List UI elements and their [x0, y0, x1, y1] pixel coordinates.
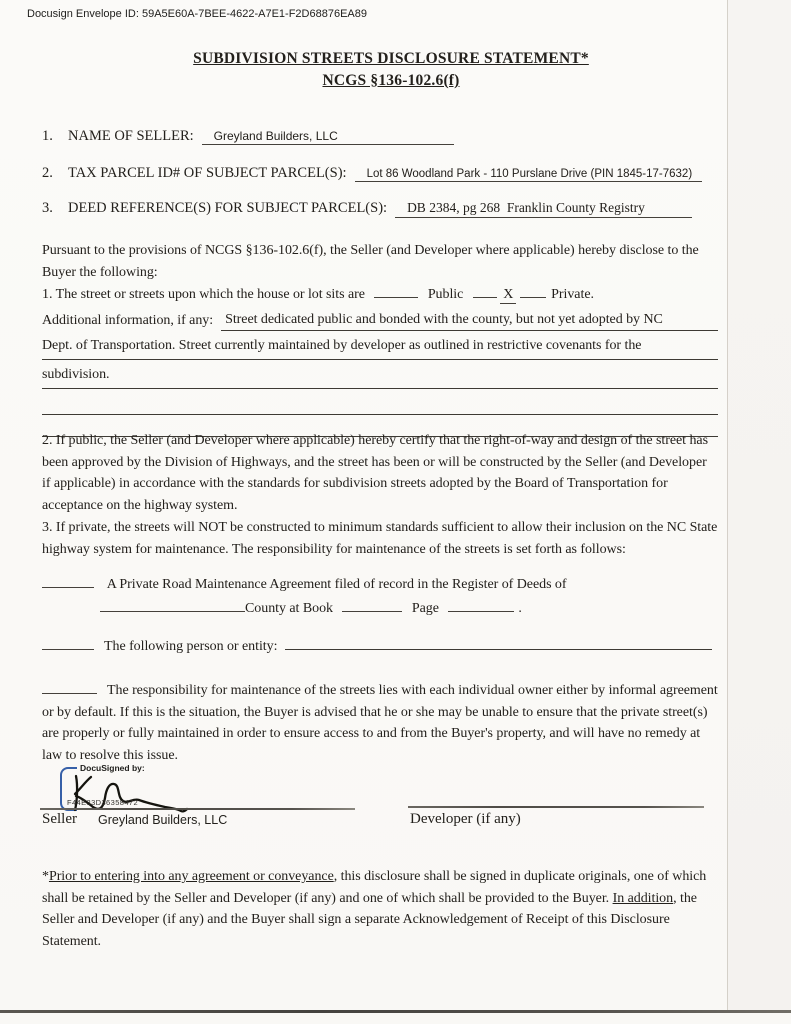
period: . — [518, 600, 522, 616]
additional-info-block — [42, 303, 718, 437]
title-line-1: SUBDIVISION STREETS DISCLOSURE STATEMENT* — [193, 50, 589, 67]
footnote-text-1: , this disclosure shall be signed in duplicate originals, one of which shall be retained by the Seller and Developer (if any) and one of which shall be provided to the Buyer. — [42, 869, 707, 906]
option-check-blank — [42, 636, 94, 650]
option-check-blank — [42, 574, 94, 588]
footnote-paragraph — [42, 866, 718, 952]
docusign-envelope-id: Docusign Envelope ID: 59A5E60A-7BEE-4622-A7E1-F2D68876EA89 — [27, 8, 367, 20]
private-x-mark: X — [500, 287, 516, 304]
field-value-deed-reference: DB 2384, pg 268 Franklin County Registry — [395, 200, 692, 218]
developer-label: Developer (if any) — [410, 811, 521, 827]
public-label: Public — [427, 287, 464, 302]
seller-signature-scribble — [66, 772, 191, 819]
docusign-signature-id: F44E33D36358472 — [67, 798, 139, 807]
option-c-text: The responsibility for maintenance of the streets lies with each individual owner either by informal agreement or by default. If this is the situation, the Buyer is advised that he or she may be unable to ensure that the private street(s) are properly or fully maintained in order to ensure access to and from the Buyer's property, and will have no remedy at law to resolve this issue. — [42, 683, 718, 763]
public-answer-blank — [374, 284, 418, 298]
field-number: 3. — [42, 200, 53, 216]
option-road-maintenance-agreement — [42, 574, 718, 619]
field-tax-parcel-id — [42, 165, 718, 182]
document-title — [0, 50, 782, 90]
street-question-text: 1. The street or streets upon which the house or lot sits are — [42, 287, 365, 302]
scan-edge-vertical-line — [727, 0, 728, 1010]
additional-info-row-1 — [42, 303, 718, 331]
title-line-2: NCGS §136-102.6(f) — [322, 72, 460, 89]
county-at-book-label: County at Book — [245, 600, 333, 616]
additional-info-line-3: subdivision. — [42, 360, 718, 389]
paragraph-if-public: 2. If public, the Seller (and Developer where applicable) hereby certify that the right-of-way and design of the street has been approved by the Division of Highways, and the street has been or will be constructed by the Seller (and Developer if applicable) in accordance with the standards for subdivision streets adopted by the Board of Transportation for acceptance on the highway system. — [42, 433, 708, 513]
field-label: TAX PARCEL ID# OF SUBJECT PARCEL(S): — [68, 165, 347, 181]
private-blank-left — [473, 284, 497, 298]
field-name-of-seller — [42, 128, 718, 145]
person-entity-blank — [285, 649, 712, 650]
option-individual-owner — [42, 680, 718, 766]
field-deed-reference — [42, 200, 718, 218]
option-check-blank — [42, 680, 97, 694]
private-blank-right — [520, 284, 546, 298]
seller-name: Greyland Builders, LLC — [98, 813, 228, 827]
scan-edge-shading — [728, 0, 791, 1010]
page-number-blank — [448, 598, 514, 612]
footnote-asterisk: * — [42, 869, 49, 884]
footnote-underlined-1: Prior to entering into any agreement or conveyance — [48, 869, 334, 884]
footnote-text-2: , the Seller and Developer (if any) and the Buyer shall sign a separate Acknowledgement of Receipt of this Disclosure Statement. — [42, 890, 697, 949]
field-label: NAME OF SELLER: — [68, 128, 194, 144]
intro-paragraph: Pursuant to the provisions of NCGS §136-102.6(f), the Seller (and Developer where applicable) hereby disclose to the Buyer the following: — [42, 243, 699, 280]
option-a-text: A Private Road Maintenance Agreement filed of record in the Register of Deeds of — [106, 577, 567, 592]
additional-info-line-2: Dept. of Transportation. Street currently maintained by developer as outlined in restrictive covenants for the — [42, 331, 718, 360]
field-value-seller-name: Greyland Builders, LLC — [202, 129, 454, 145]
docusigned-by-label: DocuSigned by: — [80, 763, 145, 773]
paragraph-if-private: 3. If private, the streets will NOT be constructed to minimum standards sufficient to allow their inclusion on the NC State highway system for maintenance. The responsibility for maintenance of the streets is set forth as follows: — [42, 520, 718, 557]
option-b-label: The following person or entity: — [104, 639, 278, 654]
blank-rule-line — [42, 389, 718, 415]
field-value-tax-parcel: Lot 86 Woodland Park - 110 Purslane Drive (PIN 1845-17-7632) — [355, 168, 703, 182]
option-person-or-entity — [42, 636, 712, 658]
page-label: Page — [411, 600, 439, 616]
developer-signature-line — [408, 806, 704, 808]
private-label: Private. — [551, 287, 594, 302]
field-number: 1. — [42, 128, 53, 144]
footnote-underlined-2: In addition — [612, 890, 674, 906]
seller-signature-line — [40, 808, 355, 810]
field-number: 2. — [42, 165, 53, 181]
additional-info-label: Additional information, if any: — [42, 312, 214, 328]
field-label: DEED REFERENCE(S) FOR SUBJECT PARCEL(S): — [68, 200, 388, 216]
book-number-blank — [342, 598, 402, 612]
county-name-blank — [100, 598, 245, 612]
scan-bottom-edge-line — [0, 1010, 791, 1013]
seller-label: Seller — [42, 811, 77, 827]
additional-info-line-1: Street dedicated public and bonded with the county, but not yet adopted by NC — [221, 309, 718, 332]
